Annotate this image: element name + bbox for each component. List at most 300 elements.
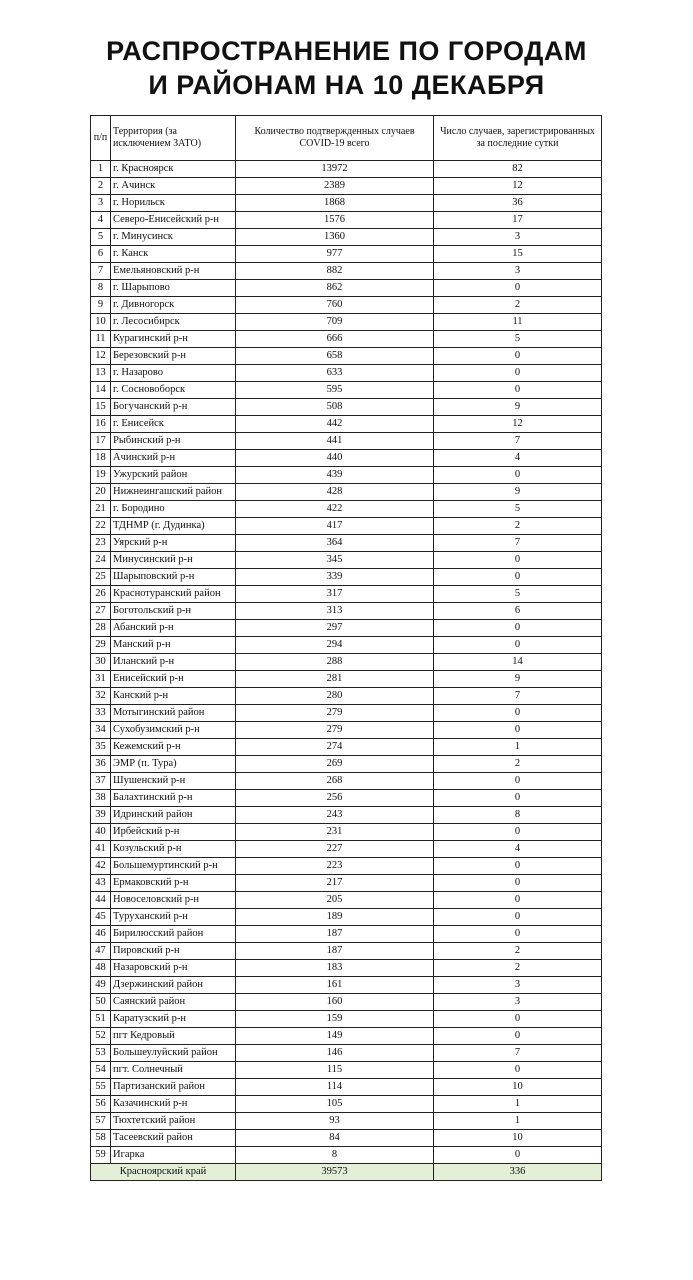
table-row bbox=[91, 263, 602, 280]
row-total-cases: 205 bbox=[236, 892, 434, 909]
table-row bbox=[91, 688, 602, 705]
table-row bbox=[91, 994, 602, 1011]
row-total-cases: 274 bbox=[236, 739, 434, 756]
table-row bbox=[91, 1011, 602, 1028]
row-number: 17 bbox=[91, 433, 111, 450]
row-total-cases: 269 bbox=[236, 756, 434, 773]
row-total-cases: 149 bbox=[236, 1028, 434, 1045]
row-daily-cases: 8 bbox=[434, 807, 602, 824]
row-total-cases: 297 bbox=[236, 620, 434, 637]
row-daily-cases: 0 bbox=[434, 875, 602, 892]
row-daily-cases: 7 bbox=[434, 535, 602, 552]
row-number: 39 bbox=[91, 807, 111, 824]
row-number: 53 bbox=[91, 1045, 111, 1062]
row-daily-cases: 0 bbox=[434, 620, 602, 637]
row-number: 32 bbox=[91, 688, 111, 705]
row-daily-cases: 82 bbox=[434, 161, 602, 178]
row-number: 20 bbox=[91, 484, 111, 501]
row-daily-cases: 7 bbox=[434, 433, 602, 450]
row-total-cases: 279 bbox=[236, 722, 434, 739]
row-territory: Тасеевский район bbox=[111, 1130, 236, 1147]
total-row-daily-cases: 336 bbox=[434, 1164, 602, 1181]
row-daily-cases: 0 bbox=[434, 1147, 602, 1164]
table-row bbox=[91, 824, 602, 841]
table-row bbox=[91, 501, 602, 518]
row-territory: г. Сосновоборск bbox=[111, 382, 236, 399]
table-row bbox=[91, 960, 602, 977]
row-total-cases: 243 bbox=[236, 807, 434, 824]
row-territory: г. Норильск bbox=[111, 195, 236, 212]
row-territory: г. Канск bbox=[111, 246, 236, 263]
table-row bbox=[91, 807, 602, 824]
row-territory: Канский р-н bbox=[111, 688, 236, 705]
row-total-cases: 508 bbox=[236, 399, 434, 416]
row-total-cases: 709 bbox=[236, 314, 434, 331]
header-number: п/п bbox=[91, 116, 111, 161]
title-line-1: РАСПРОСТРАНЕНИЕ ПО ГОРОДАМ bbox=[106, 36, 587, 66]
row-total-cases: 8 bbox=[236, 1147, 434, 1164]
row-daily-cases: 12 bbox=[434, 416, 602, 433]
row-total-cases: 339 bbox=[236, 569, 434, 586]
row-daily-cases: 15 bbox=[434, 246, 602, 263]
row-total-cases: 281 bbox=[236, 671, 434, 688]
row-territory: ЭМР (п. Тура) bbox=[111, 756, 236, 773]
row-territory: Новоселовский р-н bbox=[111, 892, 236, 909]
table-row bbox=[91, 297, 602, 314]
row-number: 49 bbox=[91, 977, 111, 994]
row-territory: Партизанский район bbox=[111, 1079, 236, 1096]
row-daily-cases: 0 bbox=[434, 552, 602, 569]
table-row bbox=[91, 535, 602, 552]
row-territory: Уярский р-н bbox=[111, 535, 236, 552]
row-territory: Кежемский р-н bbox=[111, 739, 236, 756]
table-row bbox=[91, 399, 602, 416]
row-daily-cases: 0 bbox=[434, 790, 602, 807]
row-total-cases: 279 bbox=[236, 705, 434, 722]
row-number: 14 bbox=[91, 382, 111, 399]
row-daily-cases: 3 bbox=[434, 229, 602, 246]
row-territory: Назаровский р-н bbox=[111, 960, 236, 977]
row-daily-cases: 2 bbox=[434, 297, 602, 314]
row-total-cases: 977 bbox=[236, 246, 434, 263]
row-territory: г. Шарыпово bbox=[111, 280, 236, 297]
row-territory: пгт. Солнечный bbox=[111, 1062, 236, 1079]
row-territory: Сухобузимский р-н bbox=[111, 722, 236, 739]
row-territory: г. Назарово bbox=[111, 365, 236, 382]
row-number: 42 bbox=[91, 858, 111, 875]
row-number: 23 bbox=[91, 535, 111, 552]
row-territory: Абанский р-н bbox=[111, 620, 236, 637]
row-daily-cases: 1 bbox=[434, 1113, 602, 1130]
table-row bbox=[91, 875, 602, 892]
row-territory: Боготольский р-н bbox=[111, 603, 236, 620]
row-territory: Большеулуйский район bbox=[111, 1045, 236, 1062]
row-daily-cases: 9 bbox=[434, 399, 602, 416]
row-number: 43 bbox=[91, 875, 111, 892]
row-total-cases: 2389 bbox=[236, 178, 434, 195]
row-territory: Минусинский р-н bbox=[111, 552, 236, 569]
row-total-cases: 256 bbox=[236, 790, 434, 807]
row-daily-cases: 9 bbox=[434, 484, 602, 501]
row-territory: Ирбейский р-н bbox=[111, 824, 236, 841]
row-total-cases: 428 bbox=[236, 484, 434, 501]
table-body bbox=[91, 161, 602, 1164]
table-row bbox=[91, 943, 602, 960]
table-row bbox=[91, 1096, 602, 1113]
row-number: 2 bbox=[91, 178, 111, 195]
row-total-cases: 288 bbox=[236, 654, 434, 671]
table-row bbox=[91, 705, 602, 722]
row-total-cases: 115 bbox=[236, 1062, 434, 1079]
row-total-cases: 183 bbox=[236, 960, 434, 977]
table-row bbox=[91, 1028, 602, 1045]
row-daily-cases: 10 bbox=[434, 1079, 602, 1096]
table-row bbox=[91, 331, 602, 348]
row-territory: г. Красноярск bbox=[111, 161, 236, 178]
row-number: 21 bbox=[91, 501, 111, 518]
row-daily-cases: 0 bbox=[434, 637, 602, 654]
row-number: 48 bbox=[91, 960, 111, 977]
row-total-cases: 105 bbox=[236, 1096, 434, 1113]
row-daily-cases: 0 bbox=[434, 909, 602, 926]
row-total-cases: 280 bbox=[236, 688, 434, 705]
row-daily-cases: 2 bbox=[434, 943, 602, 960]
row-number: 30 bbox=[91, 654, 111, 671]
row-daily-cases: 11 bbox=[434, 314, 602, 331]
row-total-cases: 440 bbox=[236, 450, 434, 467]
row-daily-cases: 17 bbox=[434, 212, 602, 229]
row-territory: Саянский район bbox=[111, 994, 236, 1011]
row-territory: Мотыгинский район bbox=[111, 705, 236, 722]
table-row bbox=[91, 178, 602, 195]
row-daily-cases: 12 bbox=[434, 178, 602, 195]
table-row bbox=[91, 1113, 602, 1130]
row-territory: Емельяновский р-н bbox=[111, 263, 236, 280]
row-daily-cases: 0 bbox=[434, 1062, 602, 1079]
table-row bbox=[91, 382, 602, 399]
row-territory: Игарка bbox=[111, 1147, 236, 1164]
row-total-cases: 159 bbox=[236, 1011, 434, 1028]
row-daily-cases: 0 bbox=[434, 773, 602, 790]
row-total-cases: 223 bbox=[236, 858, 434, 875]
row-daily-cases: 1 bbox=[434, 739, 602, 756]
row-number: 6 bbox=[91, 246, 111, 263]
row-territory: Тюхтетский район bbox=[111, 1113, 236, 1130]
row-number: 28 bbox=[91, 620, 111, 637]
row-daily-cases: 5 bbox=[434, 501, 602, 518]
table-row bbox=[91, 637, 602, 654]
table-row bbox=[91, 909, 602, 926]
row-total-cases: 633 bbox=[236, 365, 434, 382]
row-daily-cases: 2 bbox=[434, 518, 602, 535]
table-row bbox=[91, 348, 602, 365]
row-territory: г. Дивногорск bbox=[111, 297, 236, 314]
row-total-cases: 658 bbox=[236, 348, 434, 365]
row-number: 46 bbox=[91, 926, 111, 943]
row-total-cases: 268 bbox=[236, 773, 434, 790]
header-total-cases: Количество подтвержденных случаев COVID-19 всего bbox=[236, 116, 434, 161]
row-territory: ТДНМР (г. Дудинка) bbox=[111, 518, 236, 535]
row-total-cases: 294 bbox=[236, 637, 434, 654]
row-total-cases: 114 bbox=[236, 1079, 434, 1096]
row-daily-cases: 4 bbox=[434, 841, 602, 858]
row-number: 4 bbox=[91, 212, 111, 229]
table-row bbox=[91, 1147, 602, 1164]
row-territory: Ермаковский р-н bbox=[111, 875, 236, 892]
table-row bbox=[91, 246, 602, 263]
row-total-cases: 93 bbox=[236, 1113, 434, 1130]
row-number: 31 bbox=[91, 671, 111, 688]
row-total-cases: 317 bbox=[236, 586, 434, 603]
row-territory: Балахтинский р-н bbox=[111, 790, 236, 807]
row-total-cases: 442 bbox=[236, 416, 434, 433]
row-daily-cases: 0 bbox=[434, 348, 602, 365]
row-total-cases: 227 bbox=[236, 841, 434, 858]
row-territory: Шарыповский р-н bbox=[111, 569, 236, 586]
total-row-total-cases: 39573 bbox=[236, 1164, 434, 1181]
row-number: 33 bbox=[91, 705, 111, 722]
row-total-cases: 882 bbox=[236, 263, 434, 280]
row-territory: Бирилюсский район bbox=[111, 926, 236, 943]
row-number: 10 bbox=[91, 314, 111, 331]
row-number: 40 bbox=[91, 824, 111, 841]
row-territory: пгт Кедровый bbox=[111, 1028, 236, 1045]
covid-cases-table bbox=[90, 115, 602, 1181]
table-row bbox=[91, 1079, 602, 1096]
row-number: 24 bbox=[91, 552, 111, 569]
row-total-cases: 187 bbox=[236, 943, 434, 960]
row-territory: г. Минусинск bbox=[111, 229, 236, 246]
row-number: 16 bbox=[91, 416, 111, 433]
title-line-2: И РАЙОНАМ НА 10 ДЕКАБРЯ bbox=[148, 70, 545, 100]
table-row bbox=[91, 926, 602, 943]
table-row bbox=[91, 722, 602, 739]
row-number: 19 bbox=[91, 467, 111, 484]
row-total-cases: 595 bbox=[236, 382, 434, 399]
row-daily-cases: 7 bbox=[434, 688, 602, 705]
row-number: 52 bbox=[91, 1028, 111, 1045]
table-row bbox=[91, 1062, 602, 1079]
table-row bbox=[91, 892, 602, 909]
row-daily-cases: 0 bbox=[434, 858, 602, 875]
header-daily-cases: Число случаев, зарегистрированных за последние сутки bbox=[434, 116, 602, 161]
table-row bbox=[91, 314, 602, 331]
row-number: 12 bbox=[91, 348, 111, 365]
row-total-cases: 217 bbox=[236, 875, 434, 892]
table-row bbox=[91, 841, 602, 858]
row-daily-cases: 6 bbox=[434, 603, 602, 620]
row-total-cases: 160 bbox=[236, 994, 434, 1011]
row-number: 15 bbox=[91, 399, 111, 416]
row-daily-cases: 1 bbox=[434, 1096, 602, 1113]
header-territory: Территория (за исключением ЗАТО) bbox=[111, 116, 236, 161]
table-row bbox=[91, 161, 602, 178]
row-territory: Курагинский р-н bbox=[111, 331, 236, 348]
row-number: 11 bbox=[91, 331, 111, 348]
table-row bbox=[91, 858, 602, 875]
row-total-cases: 760 bbox=[236, 297, 434, 314]
row-total-cases: 1576 bbox=[236, 212, 434, 229]
row-daily-cases: 7 bbox=[434, 1045, 602, 1062]
row-number: 22 bbox=[91, 518, 111, 535]
row-territory: Рыбинский р-н bbox=[111, 433, 236, 450]
table-row bbox=[91, 1130, 602, 1147]
table-row bbox=[91, 518, 602, 535]
row-daily-cases: 10 bbox=[434, 1130, 602, 1147]
row-daily-cases: 0 bbox=[434, 1011, 602, 1028]
row-total-cases: 417 bbox=[236, 518, 434, 535]
row-daily-cases: 3 bbox=[434, 263, 602, 280]
row-daily-cases: 9 bbox=[434, 671, 602, 688]
row-territory: Каратузский р-н bbox=[111, 1011, 236, 1028]
row-daily-cases: 36 bbox=[434, 195, 602, 212]
table-row bbox=[91, 756, 602, 773]
table-row bbox=[91, 365, 602, 382]
row-number: 8 bbox=[91, 280, 111, 297]
row-daily-cases: 0 bbox=[434, 824, 602, 841]
row-territory: Березовский р-н bbox=[111, 348, 236, 365]
row-territory: г. Лесосибирск bbox=[111, 314, 236, 331]
table-row bbox=[91, 569, 602, 586]
table-row bbox=[91, 552, 602, 569]
row-territory: Козульский р-н bbox=[111, 841, 236, 858]
row-territory: Пировский р-н bbox=[111, 943, 236, 960]
table-row bbox=[91, 671, 602, 688]
row-daily-cases: 3 bbox=[434, 977, 602, 994]
row-number: 37 bbox=[91, 773, 111, 790]
table-row bbox=[91, 739, 602, 756]
row-daily-cases: 2 bbox=[434, 960, 602, 977]
row-territory: Краснотуранский район bbox=[111, 586, 236, 603]
row-total-cases: 441 bbox=[236, 433, 434, 450]
row-number: 47 bbox=[91, 943, 111, 960]
row-territory: Северо-Енисейский р-н bbox=[111, 212, 236, 229]
row-territory: Енисейский р-н bbox=[111, 671, 236, 688]
row-number: 59 bbox=[91, 1147, 111, 1164]
row-total-cases: 439 bbox=[236, 467, 434, 484]
table-row bbox=[91, 620, 602, 637]
table-row bbox=[91, 484, 602, 501]
row-territory: Иланский р-н bbox=[111, 654, 236, 671]
table-row bbox=[91, 416, 602, 433]
row-total-cases: 862 bbox=[236, 280, 434, 297]
row-territory: Большемуртинский р-н bbox=[111, 858, 236, 875]
table-row bbox=[91, 450, 602, 467]
row-number: 54 bbox=[91, 1062, 111, 1079]
row-number: 36 bbox=[91, 756, 111, 773]
row-daily-cases: 2 bbox=[434, 756, 602, 773]
row-total-cases: 666 bbox=[236, 331, 434, 348]
row-number: 29 bbox=[91, 637, 111, 654]
row-total-cases: 187 bbox=[236, 926, 434, 943]
row-total-cases: 231 bbox=[236, 824, 434, 841]
table-row bbox=[91, 977, 602, 994]
row-daily-cases: 0 bbox=[434, 926, 602, 943]
row-daily-cases: 5 bbox=[434, 331, 602, 348]
total-row bbox=[91, 1164, 602, 1181]
total-row-territory: Красноярский край bbox=[91, 1164, 236, 1181]
row-territory: Нижнеингашский район bbox=[111, 484, 236, 501]
row-number: 35 bbox=[91, 739, 111, 756]
row-total-cases: 146 bbox=[236, 1045, 434, 1062]
row-number: 26 bbox=[91, 586, 111, 603]
row-total-cases: 422 bbox=[236, 501, 434, 518]
table-row bbox=[91, 603, 602, 620]
row-daily-cases: 14 bbox=[434, 654, 602, 671]
row-number: 45 bbox=[91, 909, 111, 926]
row-number: 55 bbox=[91, 1079, 111, 1096]
row-total-cases: 1360 bbox=[236, 229, 434, 246]
row-daily-cases: 0 bbox=[434, 1028, 602, 1045]
row-total-cases: 313 bbox=[236, 603, 434, 620]
row-territory: Идринский район bbox=[111, 807, 236, 824]
table-row bbox=[91, 586, 602, 603]
row-daily-cases: 0 bbox=[434, 722, 602, 739]
row-territory: Богучанский р-н bbox=[111, 399, 236, 416]
row-number: 44 bbox=[91, 892, 111, 909]
row-territory: Ужурский район bbox=[111, 467, 236, 484]
row-daily-cases: 5 bbox=[434, 586, 602, 603]
row-total-cases: 13972 bbox=[236, 161, 434, 178]
row-number: 7 bbox=[91, 263, 111, 280]
table-row bbox=[91, 195, 602, 212]
row-daily-cases: 4 bbox=[434, 450, 602, 467]
row-total-cases: 345 bbox=[236, 552, 434, 569]
row-number: 51 bbox=[91, 1011, 111, 1028]
row-territory: Казачинский р-н bbox=[111, 1096, 236, 1113]
table-row bbox=[91, 433, 602, 450]
row-total-cases: 364 bbox=[236, 535, 434, 552]
table-row bbox=[91, 229, 602, 246]
row-daily-cases: 0 bbox=[434, 892, 602, 909]
table-row bbox=[91, 773, 602, 790]
row-territory: г. Ачинск bbox=[111, 178, 236, 195]
table-row bbox=[91, 790, 602, 807]
table-header-row bbox=[91, 116, 602, 161]
row-daily-cases: 0 bbox=[434, 705, 602, 722]
table-row bbox=[91, 1045, 602, 1062]
row-number: 9 bbox=[91, 297, 111, 314]
table-row bbox=[91, 212, 602, 229]
row-territory: Ачинский р-н bbox=[111, 450, 236, 467]
row-daily-cases: 0 bbox=[434, 467, 602, 484]
table-row bbox=[91, 654, 602, 671]
row-daily-cases: 0 bbox=[434, 382, 602, 399]
row-total-cases: 1868 bbox=[236, 195, 434, 212]
row-number: 41 bbox=[91, 841, 111, 858]
row-total-cases: 189 bbox=[236, 909, 434, 926]
row-number: 50 bbox=[91, 994, 111, 1011]
row-total-cases: 84 bbox=[236, 1130, 434, 1147]
table-row bbox=[91, 467, 602, 484]
row-number: 38 bbox=[91, 790, 111, 807]
row-number: 25 bbox=[91, 569, 111, 586]
row-territory: Туруханский р-н bbox=[111, 909, 236, 926]
row-number: 1 bbox=[91, 161, 111, 178]
row-territory: г. Енисейск bbox=[111, 416, 236, 433]
row-number: 58 bbox=[91, 1130, 111, 1147]
row-number: 18 bbox=[91, 450, 111, 467]
row-number: 56 bbox=[91, 1096, 111, 1113]
row-daily-cases: 0 bbox=[434, 280, 602, 297]
row-number: 3 bbox=[91, 195, 111, 212]
row-number: 27 bbox=[91, 603, 111, 620]
row-number: 57 bbox=[91, 1113, 111, 1130]
table-row bbox=[91, 280, 602, 297]
row-territory: Дзержинский район bbox=[111, 977, 236, 994]
row-territory: г. Бородино bbox=[111, 501, 236, 518]
page-title bbox=[0, 34, 693, 102]
